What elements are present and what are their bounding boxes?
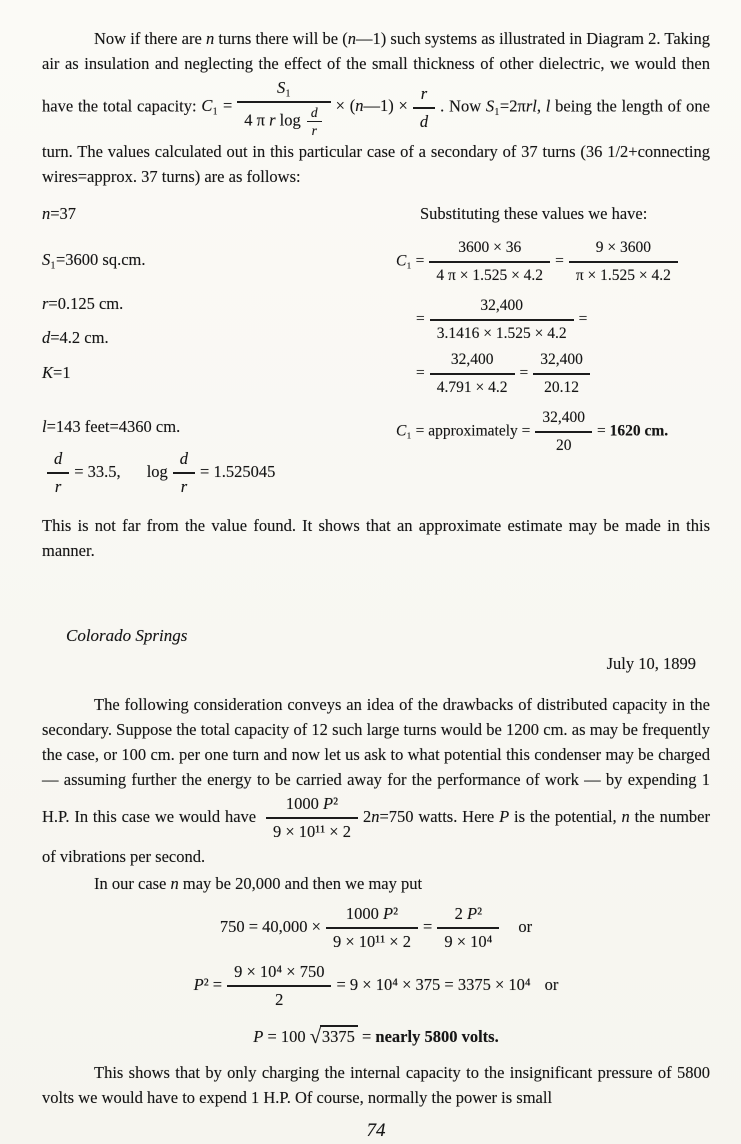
fraction-numerator: d [173,447,195,474]
fraction-numerator: 32,400 [533,348,590,375]
text-segment: =750 watts. Here [379,806,500,826]
text-segment: n [42,204,51,223]
text-segment: —1) × [363,96,408,116]
calc-step-1 [396,236,710,288]
value-line-l [42,414,394,439]
text-segment: ² [477,904,483,923]
text-segment: P [467,904,478,923]
text-segment: log [275,110,305,130]
d-over-r-fraction [42,447,74,499]
fraction-denominator: 2 [275,990,284,1009]
fraction-numerator: 3600 × 36 [429,236,550,263]
text-segment: —1) such systems as illustrated in Diagram 2. Taking air as insulation and neglecting the effect of the small thickness of other dielectric, we would then have the total capacity: [42,29,710,116]
text-segment: ² [333,794,339,813]
paragraph-our-case [42,871,710,896]
text-segment: × ( [335,96,356,116]
value-line-d [42,325,394,350]
text-segment: This shows that by only charging the internal capacity to the insignificant pressure of 5800 volts we would have to expend 1 H.P. Of course, normally the power is small [42,1063,710,1107]
text-segment: In our case [94,874,171,893]
fraction-denominator: r [54,477,62,496]
text-segment: S [485,96,495,116]
value-line-k [42,360,394,385]
fraction-denominator: d [419,111,429,131]
calc-step-3 [396,348,710,400]
text-segment: =4.2 cm. [50,328,109,347]
power-fraction [261,792,363,844]
fraction-numerator: 9 × 10⁴ × 750 [227,960,331,987]
two-column-section [42,201,710,499]
fraction [528,348,595,400]
text-segment: = 100 [263,1027,310,1046]
equals-sign: = [416,364,425,382]
text-segment: P [323,794,334,813]
fraction [424,236,555,288]
fraction-numerator [437,902,499,929]
fraction-numerator: 32,400 [430,294,574,321]
text-segment: The following consideration conveys an idea of the drawbacks of distributed capacity in the secondary. Suppose the total capacity of 12 such large turns would be 1200 cm. as may be frequently the case, or 100 cm. per one turn and now let us ask to what potential this condenser may be charged — assuming further the energy to be carried away for the performance of work — by expending 1 H.P. In this case we would have [42,695,710,826]
fraction [432,902,504,954]
fraction [564,236,683,288]
nested-denominator: r [311,123,317,138]
text-segment: S [42,250,51,269]
text-segment: P [383,904,394,923]
fraction-denominator: r [180,477,188,496]
equation-p-squared [42,960,710,1012]
fraction-numerator: 32,400 [430,348,515,375]
d-over-r-line [42,447,394,499]
text-segment: n [170,874,179,893]
text-segment: 2 [454,904,467,923]
capacity-formula [201,78,440,138]
or-connector: or [544,974,559,994]
text-segment: P [253,1027,264,1046]
fraction [425,348,520,400]
text-segment: ₁=2π [494,96,526,116]
calculation-column [394,201,710,499]
section-place-heading: Colorado Springs [66,626,188,645]
formula-lhs [201,96,232,115]
text-segment: n [355,96,364,116]
equation-rhs: = 9 × 10⁴ × 375 = 3375 × 10⁴ [336,974,531,994]
fraction [425,294,579,346]
equation-p-volts [42,1024,710,1050]
fraction [321,902,423,954]
text-segment: C [396,422,407,440]
value-line-s1 [42,247,394,272]
text-segment: ₁=3600 sq.cm. [50,250,146,269]
text-segment: C [396,252,407,270]
capacity-fraction [232,76,335,139]
text-segment: n [621,806,630,826]
conclusion-paragraph: This is not far from the value found. It shows that an approximate estimate may be made in this manner. [42,516,710,560]
text-segment: 4 π [244,110,270,130]
fraction-numerator: d [47,447,69,474]
square-root [310,1024,358,1050]
text-segment: C [201,96,213,116]
text-segment: Now if there are [94,29,206,48]
text-segment: ₁ = [212,96,233,116]
result-value [597,423,668,440]
r-over-d-fraction [408,82,440,134]
text-segment: n [371,806,380,826]
text-segment: K [42,363,54,382]
equation-lhs [194,975,222,994]
text-segment: l [42,417,47,436]
text-segment: =0.125 cm. [48,294,124,313]
equation-result [358,1027,499,1046]
calc-result [396,406,710,458]
fraction-denominator: 4.791 × 4.2 [436,379,508,396]
text-segment: 2 [362,806,372,826]
log-label: log [146,461,168,481]
fraction-denominator [237,103,330,139]
fraction [222,960,336,1012]
text-segment: =37 [50,204,77,223]
or-connector: or [518,916,533,936]
equals-sign: = [519,364,529,382]
paragraph-consideration [42,692,710,869]
text-segment: being the length of one turn. The values calculated out in this particular case of a secondary of 37 turns (36 1/2+connecting wires=approx. 37 turns) are as follows: [42,96,710,186]
formula-middle [336,96,408,115]
ratio-value: = 33.5, [74,461,121,481]
section-date: July 10, 1899 [606,654,696,673]
fraction-denominator: 3.1416 × 1.525 × 4.2 [436,325,567,342]
text-segment: P [193,974,204,994]
equals-sign: = [555,252,564,270]
log-value: = 1.525045 [200,461,276,481]
text-segment: turns there will be ( [214,29,348,48]
fraction [530,406,597,458]
equation-lhs [396,423,530,440]
text-segment: 9 × 10¹¹ × 2 [272,822,351,841]
text-segment: 1620 cm. [609,422,669,440]
values-column [42,201,394,499]
text-segment: =143 feet=4360 cm. [46,417,181,436]
fraction-numerator: r [413,82,435,109]
paragraph-final [42,1060,710,1110]
equals-sign: = [423,916,433,936]
text-segment: 9 × 10¹¹ × 2 [332,932,411,951]
text-segment: =1 [53,363,71,382]
text-segment: S [276,78,286,97]
fraction-numerator: 32,400 [535,406,592,433]
text-segment: nearly 5800 volts. [375,1027,499,1046]
text-segment: rl [525,96,537,116]
value-line-r [42,291,394,316]
text-segment: 1000 [285,794,324,813]
fraction-numerator [326,902,418,929]
text-segment: may be 20,000 and then we may put [178,874,423,893]
text-segment: n [347,29,356,48]
text-segment: r [269,110,276,130]
log-d-over-r-fraction [168,447,200,499]
text-segment: 9 × 10⁴ [444,932,493,951]
text-segment: d [42,328,51,347]
text-segment: . Now [440,96,486,116]
fraction-numerator [237,76,330,103]
equals-sign: = [578,310,588,328]
radical-icon: √ [309,1026,321,1048]
fraction-denominator [437,929,499,954]
fraction-denominator: 20.12 [544,379,579,396]
denominator-text [244,110,305,129]
calc-step-2 [396,294,710,346]
fraction-denominator [266,819,358,844]
text-segment: = [597,422,610,440]
substitution-header: Substituting these values we have: [420,204,648,223]
fraction-denominator [326,929,418,954]
page-number: 74 [366,1120,386,1141]
text-segment: = [357,1027,376,1046]
equation-lhs [396,253,424,270]
text-segment: 1000 [345,904,384,923]
paragraph-intro [42,26,710,189]
fraction-denominator: 20 [555,437,572,454]
text-segment: l [545,96,551,116]
nested-numerator: d [307,104,322,122]
fraction-numerator [266,792,358,819]
fraction-denominator: π × 1.525 × 4.2 [575,267,671,284]
text-segment: ₁ = approximately = [406,422,531,440]
fraction-numerator: 9 × 3600 [569,236,678,263]
equals-sign: = [416,310,425,328]
text-segment: ₁ [285,78,291,97]
radicand: 3375 [320,1025,358,1046]
text-segment: the number of vibrations per second. [42,806,710,866]
text-segment: ² [393,904,399,923]
fraction-denominator: 4 π × 1.525 × 4.2 [436,267,544,284]
text-segment: ₁ = [406,252,425,270]
equation-750 [42,902,710,954]
equation-lhs: 750 = 40,000 × [219,916,321,936]
text-segment: r [42,294,49,313]
value-line-n [42,201,394,226]
text-segment: is the potential, [509,806,622,826]
text-segment: P [499,806,510,826]
text-segment: n [205,29,215,48]
text-segment: ² = [203,974,223,994]
nested-d-over-r-fraction [305,104,324,139]
text-segment: , [536,96,546,116]
equation-lhs [253,1027,310,1046]
